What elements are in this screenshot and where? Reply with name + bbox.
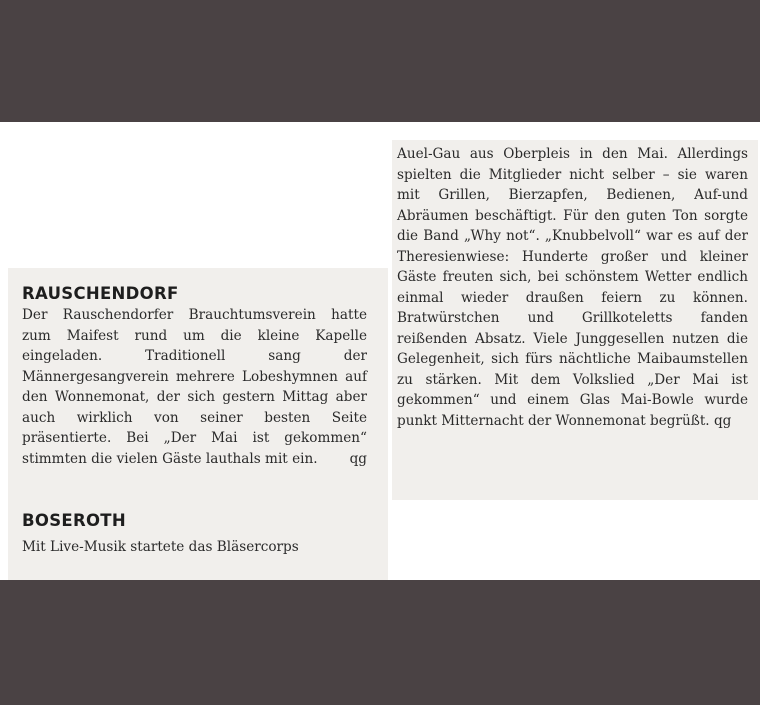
author-initials: qg [713,412,732,429]
article-text-rauschendorf: Der Rauschendorfer Brauchtumsverein hatte zum Maifest rund um die kleine Kapelle eingeladen. Traditionell sang der Männergesangverein mehrere Lobeshymnen auf den Wonnemonat, der sich gestern Mittag aber auch wirklich von seiner besten Seite präsentierte. Bei „Der Mai ist gekommen“ stimmten die vielen Gäste lauthals mit ein. [22,307,367,467]
author-initials: qg [349,450,367,467]
article-text-boseroth-start: Mit Live-Musik startete das Bläsercorps [22,539,299,555]
article-heading-boseroth: BOSEROTH [22,511,126,530]
article-body-boseroth-continued [397,144,748,431]
article-text-boseroth-continued: Auel-Gau aus Oberpleis in den Mai. Allerdings spielten die Mitglieder nicht selber – sie waren mit Grillen, Bierzapfen, Bedienen, Auf-und Abräumen beschäftigt. Für den guten Ton sorgte die Band „Why not“. „Knubbelvoll“ war es auf der Theresienwiese: Hunderte großer und kleiner Gäste freuten sich, bei schönstem Wetter endlich einmal wieder draußen feiern zu können. Bratwürstchen und Grillkoteletts fanden reißenden Absatz. Viele Junggesellen nutzen die Gelegenheit, sich fürs nächtliche Maibaumstellen zu stärken. Mit dem Volkslied „Der Mai ist gekommen“ und einem Glas Mai-Bowle wurde punkt Mitternacht der Wonnemonat begrüßt. [397,146,748,429]
article-body-rauschendorf [22,305,367,469]
article-heading-rauschendorf: RAUSCHENDORF [22,284,179,303]
